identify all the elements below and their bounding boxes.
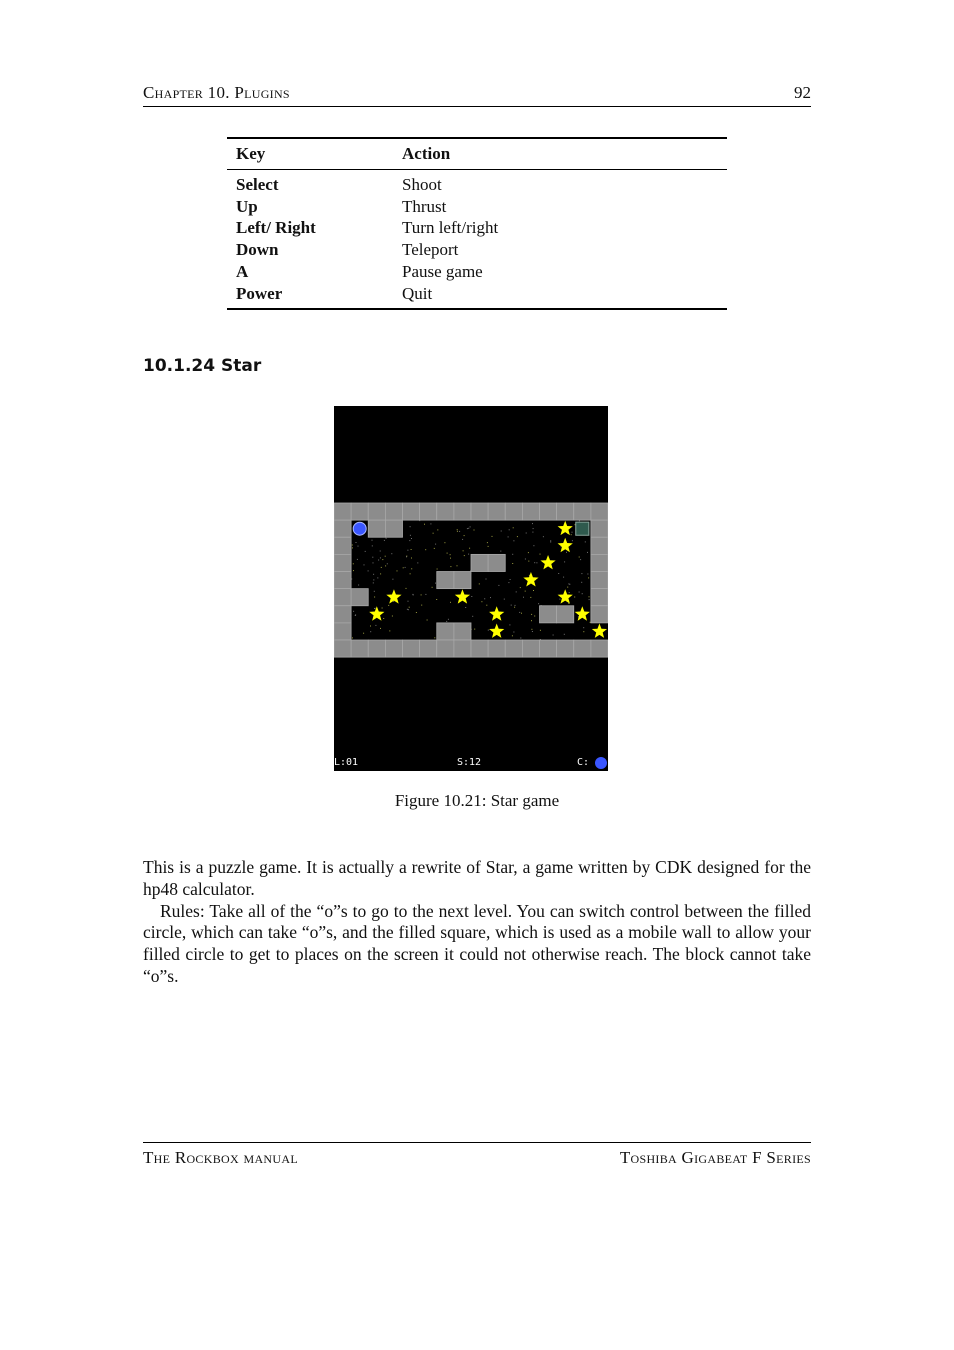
field-dot — [572, 532, 573, 533]
field-dot — [470, 526, 471, 527]
field-dot — [550, 540, 551, 541]
field-dot — [463, 550, 464, 551]
field-dot — [467, 528, 468, 529]
field-dot — [373, 582, 374, 583]
field-dot — [566, 552, 567, 553]
field-dot — [589, 596, 590, 597]
field-dot — [525, 591, 526, 592]
field-dot — [353, 563, 354, 564]
field-dot — [488, 630, 489, 631]
field-dot — [484, 598, 485, 599]
field-dot — [383, 618, 384, 619]
field-dot — [523, 597, 524, 598]
wall-tile — [334, 537, 351, 554]
wall-tile — [591, 554, 608, 571]
wall-tile — [351, 640, 368, 657]
field-dot — [421, 605, 422, 606]
field-dot — [501, 531, 502, 532]
field-dot — [374, 597, 375, 598]
field-dot — [472, 616, 473, 617]
field-dot — [531, 629, 532, 630]
field-dot — [448, 619, 449, 620]
field-dot — [372, 540, 373, 541]
wall-tile — [368, 503, 385, 520]
field-dot — [492, 536, 493, 537]
page-number: 92 — [794, 83, 811, 102]
wall-tile — [557, 503, 574, 520]
field-dot — [521, 613, 522, 614]
wall-tile — [454, 623, 471, 640]
wall-tile — [437, 623, 454, 640]
field-dot — [450, 602, 451, 603]
field-dot — [407, 609, 408, 610]
field-dot — [373, 579, 374, 580]
field-dot — [513, 632, 514, 633]
action-cell: Turn left/right — [402, 218, 499, 238]
wall-tile — [591, 503, 608, 520]
wall-tile — [334, 520, 351, 537]
field-dot — [486, 579, 487, 580]
field-dot — [532, 631, 533, 632]
field-dot — [405, 567, 406, 568]
field-dot — [512, 635, 513, 636]
field-dot — [530, 597, 531, 598]
field-dot — [368, 570, 369, 571]
field-dot — [380, 551, 381, 552]
field-dot — [519, 612, 520, 613]
field-dot — [352, 547, 353, 548]
wall-tile — [454, 503, 471, 520]
field-dot — [378, 560, 379, 561]
field-dot — [464, 555, 465, 556]
field-dot — [450, 554, 451, 555]
key-cell: Select — [236, 175, 279, 194]
wall-tile — [471, 640, 488, 657]
field-dot — [450, 558, 451, 559]
field-dot — [355, 615, 356, 616]
body-text — [143, 857, 811, 988]
field-dot — [457, 531, 458, 532]
field-dot — [533, 545, 534, 546]
action-cell: Pause game — [402, 261, 483, 281]
field-dot — [450, 566, 451, 567]
field-dot — [435, 544, 436, 545]
field-dot — [587, 574, 588, 575]
field-dot — [564, 634, 565, 635]
field-dot — [540, 630, 541, 631]
wall-tile — [454, 572, 471, 589]
board-tiles — [334, 503, 608, 657]
table-row — [227, 239, 727, 261]
field-dot — [520, 638, 521, 639]
control-indicator: C: — [577, 757, 590, 768]
field-dot — [579, 592, 580, 593]
key-table-header-row — [227, 138, 727, 170]
field-dot — [352, 637, 353, 638]
wall-tile — [591, 589, 608, 606]
action-cell: Shoot — [402, 175, 442, 194]
field-dot — [536, 562, 537, 563]
wall-tile — [522, 640, 539, 657]
table-row — [227, 217, 727, 239]
field-dot — [579, 557, 580, 558]
field-dot — [421, 594, 422, 595]
field-dot — [407, 550, 408, 551]
wall-tile — [591, 537, 608, 554]
field-dot — [358, 546, 359, 547]
field-dot — [569, 592, 570, 593]
field-dot — [532, 532, 533, 533]
wall-tile — [471, 554, 488, 571]
wall-tile — [488, 640, 505, 657]
field-dot — [511, 605, 512, 606]
field-dot — [528, 552, 529, 553]
field-dot — [372, 557, 373, 558]
wall-tile — [471, 503, 488, 520]
field-dot — [425, 549, 426, 550]
field-dot — [571, 534, 572, 535]
field-dot — [382, 608, 383, 609]
field-dot — [582, 593, 583, 594]
field-dot — [488, 546, 489, 547]
wall-tile — [334, 554, 351, 571]
field-dot — [581, 573, 582, 574]
ball-piece — [353, 522, 366, 535]
field-dot — [510, 579, 511, 580]
field-dot — [487, 542, 488, 543]
wall-tile — [385, 640, 402, 657]
wall-tile — [591, 572, 608, 589]
wall-tile — [385, 503, 402, 520]
field-dot — [353, 570, 354, 571]
wall-tile — [557, 640, 574, 657]
action-column-header: Action — [402, 144, 451, 163]
figure-caption: Figure 10.21: Star game — [394, 791, 560, 810]
field-dot — [588, 577, 589, 578]
field-dot — [553, 635, 554, 636]
wall-tile — [437, 640, 454, 657]
wall-tile — [351, 589, 368, 606]
field-dot — [435, 583, 436, 584]
field-dot — [516, 591, 517, 592]
field-dot — [386, 538, 387, 539]
field-dot — [447, 553, 448, 554]
field-dot — [508, 582, 509, 583]
field-dot — [393, 601, 394, 602]
action-cell: Quit — [402, 283, 433, 303]
field-dot — [373, 562, 374, 563]
field-dot — [583, 631, 584, 632]
wall-tile — [420, 640, 437, 657]
field-dot — [446, 621, 447, 622]
wall-tile — [334, 623, 351, 640]
running-footer — [143, 1142, 811, 1171]
field-dot — [352, 545, 353, 546]
field-dot — [434, 548, 435, 549]
field-dot — [512, 554, 513, 555]
field-dot — [457, 529, 458, 530]
field-dot — [436, 599, 437, 600]
field-dot — [380, 557, 381, 558]
wall-tile — [591, 640, 608, 657]
field-dot — [408, 609, 409, 610]
field-dot — [587, 552, 588, 553]
wall-tile — [488, 554, 505, 571]
field-dot — [563, 577, 564, 578]
field-dot — [357, 559, 358, 560]
field-dot — [479, 583, 480, 584]
field-dot — [413, 594, 414, 595]
running-header — [143, 82, 811, 107]
field-dot — [375, 608, 376, 609]
field-dot — [373, 574, 374, 575]
field-dot — [403, 567, 404, 568]
wall-tile — [334, 589, 351, 606]
field-dot — [397, 570, 398, 571]
table-row — [227, 283, 727, 310]
wall-tile — [522, 503, 539, 520]
field-dot — [469, 548, 470, 549]
device-series: Toshiba Gigabeat F Series — [619, 1148, 811, 1167]
field-dot — [410, 535, 411, 536]
field-dot — [410, 526, 411, 527]
action-cell: Teleport — [402, 240, 459, 260]
field-dot — [437, 569, 438, 570]
field-dot — [377, 577, 378, 578]
field-dot — [370, 631, 371, 632]
field-dot — [533, 590, 534, 591]
field-dot — [474, 530, 475, 531]
field-dot — [459, 531, 460, 532]
field-dot — [589, 599, 590, 600]
field-dot — [532, 523, 533, 524]
field-dot — [432, 587, 433, 588]
table-row — [227, 170, 727, 196]
field-dot — [389, 630, 390, 631]
field-dot — [462, 539, 463, 540]
field-dot — [358, 585, 359, 586]
action-cell: Thrust — [402, 196, 447, 216]
field-dot — [559, 599, 560, 600]
field-dot — [512, 563, 513, 564]
table-row — [227, 261, 727, 283]
field-dot — [509, 529, 510, 530]
stars-remaining: S:12 — [457, 757, 482, 768]
field-dot — [411, 558, 412, 559]
key-cell: Left/ Right — [236, 218, 316, 238]
field-dot — [425, 594, 426, 595]
wall-tile — [334, 606, 351, 623]
field-dot — [437, 529, 438, 530]
wall-tile — [454, 640, 471, 657]
field-dot — [508, 536, 509, 537]
field-dot — [381, 567, 382, 568]
field-dot — [517, 536, 518, 537]
wall-tile — [540, 606, 557, 623]
wall-tile — [540, 640, 557, 657]
field-dot — [353, 611, 354, 612]
field-dot — [585, 541, 586, 542]
field-dot — [411, 549, 412, 550]
field-dot — [433, 533, 434, 534]
field-dot — [590, 622, 591, 623]
field-dot — [525, 559, 526, 560]
field-dot — [528, 561, 529, 562]
field-dot — [382, 559, 383, 560]
field-dot — [504, 599, 505, 600]
field-dot — [569, 584, 570, 585]
wall-tile — [488, 503, 505, 520]
field-dot — [468, 554, 469, 555]
field-dot — [408, 601, 409, 602]
wall-tile — [351, 503, 368, 520]
field-dot — [409, 607, 410, 608]
field-dot — [509, 624, 510, 625]
field-dot — [540, 554, 541, 555]
field-dot — [531, 620, 532, 621]
field-dot — [580, 559, 581, 560]
field-dot — [392, 616, 393, 617]
field-dot — [490, 597, 491, 598]
field-dot — [387, 563, 388, 564]
key-cell: Down — [236, 240, 279, 260]
field-dot — [430, 523, 431, 524]
field-dot — [533, 528, 534, 529]
star-game-screenshot — [334, 406, 608, 771]
field-dot — [411, 568, 412, 569]
field-dot — [514, 607, 515, 608]
manual-title: The Rockbox manual — [143, 1148, 298, 1167]
wall-tile — [334, 640, 351, 657]
field-dot — [550, 542, 551, 543]
field-dot — [364, 564, 365, 565]
wall-tile — [437, 572, 454, 589]
field-dot — [434, 637, 435, 638]
field-dot — [500, 551, 501, 552]
field-dot — [424, 524, 425, 525]
field-dot — [543, 536, 544, 537]
wall-tile — [403, 503, 420, 520]
field-dot — [515, 605, 516, 606]
control-ball-icon — [595, 757, 607, 769]
field-dot — [581, 582, 582, 583]
field-dot — [406, 556, 407, 557]
field-dot — [372, 545, 373, 546]
wall-tile — [591, 520, 608, 537]
field-dot — [411, 538, 412, 539]
field-dot — [380, 573, 381, 574]
field-dot — [444, 542, 445, 543]
wall-tile — [368, 640, 385, 657]
field-dot — [531, 614, 532, 615]
field-dot — [416, 612, 417, 613]
field-dot — [406, 588, 407, 589]
key-cell: Power — [236, 283, 283, 303]
wall-tile — [385, 520, 402, 537]
field-dot — [388, 605, 389, 606]
field-dot — [481, 601, 482, 602]
field-dot — [486, 605, 487, 606]
paragraph-intro: This is a puzzle game. It is actually a rewrite of Star, a game written by CDK designed for the hp48 calculator. — [143, 857, 811, 899]
field-dot — [568, 583, 569, 584]
field-dot — [572, 540, 573, 541]
paragraph-rules: Rules: Take all of the “o”s to go to the next level. You can switch control between the filled circle, which can take “o”s, and the filled square, which is used as a mobile wall to allow your filled circle to get to places on the screen it could not otherwise reach. The block cannot take “o”s. — [143, 900, 811, 986]
field-dot — [391, 553, 392, 554]
wall-tile — [591, 606, 608, 623]
field-dot — [474, 629, 475, 630]
field-dot — [498, 585, 499, 586]
level-indicator: L:01 — [334, 757, 359, 768]
wall-tile — [334, 503, 351, 520]
game-board — [334, 406, 608, 771]
key-cell: A — [236, 261, 249, 281]
wall-tile — [540, 503, 557, 520]
chapter-title: Chapter 10. Plugins — [143, 83, 290, 102]
field-dot — [471, 596, 472, 597]
field-dot — [370, 626, 371, 627]
key-cell: Up — [236, 196, 258, 216]
wall-tile — [574, 503, 591, 520]
field-dot — [534, 616, 535, 617]
field-dot — [513, 540, 514, 541]
field-dot — [410, 573, 411, 574]
field-dot — [380, 628, 381, 629]
field-dot — [375, 625, 376, 626]
wall-tile — [557, 606, 574, 623]
wall-tile — [420, 503, 437, 520]
wall-tile — [505, 640, 522, 657]
field-dot — [464, 535, 465, 536]
field-dot — [574, 597, 575, 598]
field-dot — [520, 587, 521, 588]
field-dot — [365, 551, 366, 552]
field-dot — [534, 562, 535, 563]
field-dot — [564, 561, 565, 562]
wall-tile — [437, 503, 454, 520]
field-dot — [583, 627, 584, 628]
key-column-header: Key — [236, 144, 266, 163]
wall-tile — [334, 572, 351, 589]
field-dot — [392, 579, 393, 580]
field-dot — [538, 603, 539, 604]
field-dot — [567, 587, 568, 588]
section-heading: 10.1.24 Star — [143, 356, 262, 376]
field-dot — [356, 542, 357, 543]
field-dot — [558, 573, 559, 574]
key-table — [227, 137, 727, 310]
field-dot — [513, 527, 514, 528]
field-dot — [526, 533, 527, 534]
wall-tile — [505, 503, 522, 520]
wall-tile — [368, 520, 385, 537]
wall-tile — [574, 640, 591, 657]
field-dot — [468, 528, 469, 529]
field-dot — [384, 540, 385, 541]
field-dot — [363, 633, 364, 634]
wall-tile — [403, 640, 420, 657]
field-dot — [457, 565, 458, 566]
field-dot — [409, 540, 410, 541]
field-dot — [385, 556, 386, 557]
field-dot — [465, 607, 466, 608]
table-row — [227, 196, 727, 218]
field-dot — [427, 620, 428, 621]
field-dot — [374, 591, 375, 592]
field-dot — [385, 565, 386, 566]
field-dot — [417, 562, 418, 563]
block-piece — [576, 522, 589, 535]
